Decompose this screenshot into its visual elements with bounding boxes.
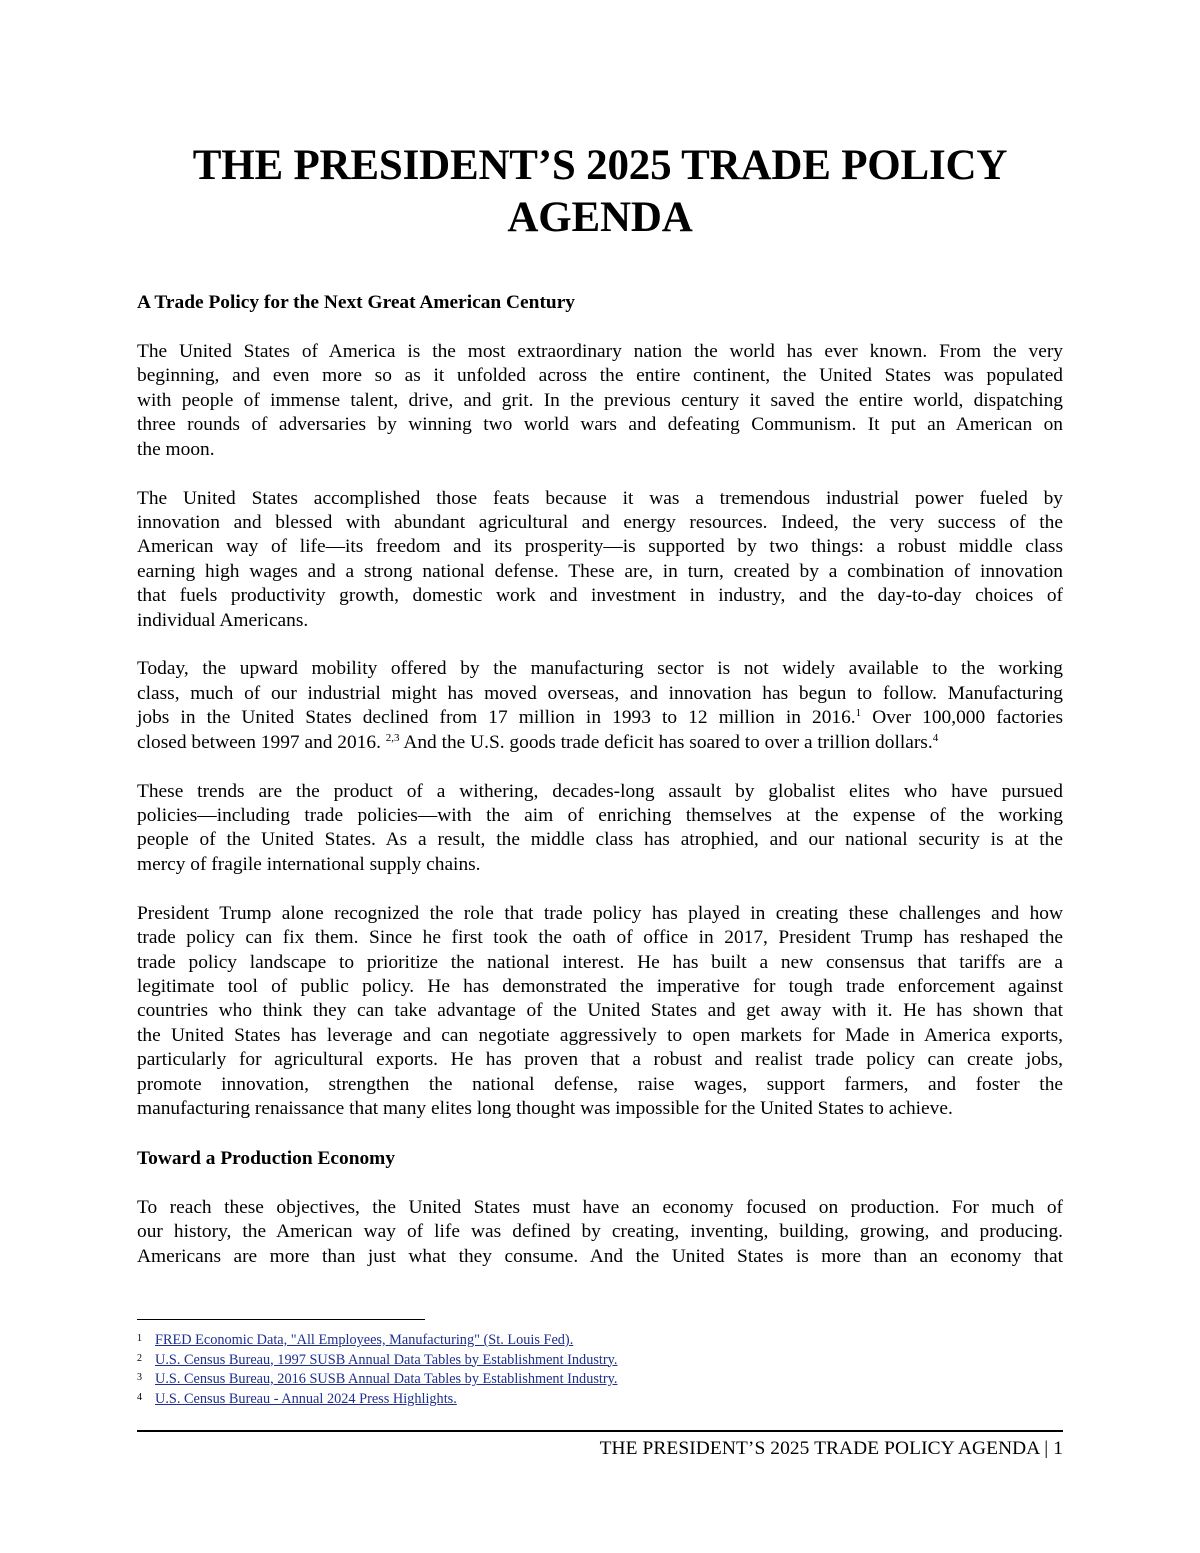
text-line — [137, 731, 1063, 755]
paragraph-6 — [137, 1196, 1063, 1269]
text-line: To reach these objectives, the United States must have an economy focused on production. For much of — [137, 1196, 1063, 1218]
text-line: particularly for agricultural exports. He has proven that a robust and realist trade policy can create jobs, — [137, 1049, 1063, 1071]
text-line: President Trump alone recognized the role that trade policy has played in creating these challenges and how — [137, 902, 1063, 924]
footnote-ref-2-3[interactable]: 2,3 — [385, 731, 400, 744]
footnote-4 — [137, 1390, 1063, 1410]
page-footer: THE PRESIDENT’S 2025 TRADE POLICY AGENDA | 1 — [599, 1438, 1063, 1459]
text-line: The United States of America is the most extraordinary nation the world has ever known. From the very — [137, 341, 1063, 362]
paragraph-5 — [137, 902, 1063, 1122]
text-segment: closed between 1997 and 2016. — [137, 731, 386, 753]
footnote-number: 4 — [137, 1391, 142, 1403]
footnote-2 — [137, 1351, 1063, 1371]
document-body — [137, 290, 1063, 1294]
document-title — [137, 140, 1063, 244]
text-line: earning high wages and a strong national defense. These are, in turn, created by a combination of innovation — [137, 560, 1063, 582]
footnote-link[interactable]: U.S. Census Bureau - Annual 2024 Press Highlights. — [155, 1390, 457, 1407]
paragraph-3 — [137, 657, 1063, 755]
footnote-number: 1 — [137, 1333, 142, 1344]
text-line: trade policy landscape to prioritize the national interest. He has built a new consensus that tariffs are a — [137, 951, 1063, 973]
text-line: three rounds of adversaries by winning two world wars and defeating Communism. It put an American on — [137, 414, 1063, 436]
footnote-3 — [137, 1370, 1063, 1390]
text-line: trade policy can fix them. Since he first took the oath of office in 2017, President Trump has reshaped the — [137, 927, 1063, 949]
paragraph-2 — [137, 487, 1063, 633]
footnote-1 — [137, 1331, 1063, 1351]
text-line: mercy of fragile international supply chains. — [137, 853, 481, 875]
text-line: legitimate tool of public policy. He has demonstrated the imperative for tough trade enforcement against — [137, 975, 1063, 997]
footnote-ref-1[interactable]: 1 — [855, 707, 862, 720]
text-line: beginning, and even more so as it unfolded across the entire continent, the United States was populated — [137, 365, 1063, 387]
text-line: with people of immense talent, drive, and grit. In the previous century it saved the entire world, dispatching — [137, 389, 1063, 411]
text-segment: jobs in the United States declined from 17 million in 1993 to 12 million in 2016. — [137, 707, 856, 729]
paragraph-4 — [137, 780, 1063, 878]
text-line: our history, the American way of life was defined by creating, inventing, building, growing, and producing. — [137, 1221, 1063, 1243]
footnote-link[interactable]: FRED Economic Data, "All Employees, Manufacturing" (St. Louis Fed). — [155, 1332, 574, 1348]
text-line: the United States has leverage and can negotiate aggressively to open markets for Made in America exports, — [137, 1024, 1063, 1046]
text-line: American way of life—its freedom and its prosperity—is supported by two things: a robust middle class — [137, 536, 1063, 558]
text-line: the moon. — [137, 438, 215, 460]
text-line: innovation and blessed with abundant agricultural and energy resources. Indeed, the very success of the — [137, 511, 1063, 533]
footnote-separator — [137, 1319, 425, 1320]
text-line: countries who think they can take advantage of the United States and get away with it. He has shown that — [137, 1000, 1063, 1022]
text-segment: Over 100,000 factories — [861, 707, 1064, 729]
text-line: Americans are more than just what they consume. And the United States is more than an economy that — [137, 1245, 1063, 1267]
footnote-number: 2 — [137, 1352, 142, 1364]
text-line: promote innovation, strengthen the national defense, raise wages, support farmers, and foster the — [137, 1073, 1063, 1095]
text-line — [137, 706, 1063, 730]
text-line: that fuels productivity growth, domestic work and investment in industry, and the day-to-day choices of — [137, 585, 1063, 607]
footnote-ref-4[interactable]: 4 — [932, 731, 939, 744]
text-line: individual Americans. — [137, 609, 309, 631]
footer-rule — [137, 1430, 1063, 1432]
text-line: manufacturing renaissance that many elites long thought was impossible for the United States to achieve. — [137, 1097, 953, 1119]
text-line: policies—including trade policies—with the aim of enriching themselves at the expense of the working — [137, 805, 1063, 826]
footnote-link[interactable]: U.S. Census Bureau, 1997 SUSB Annual Data Tables by Establishment Industry. — [155, 1351, 618, 1368]
section-heading-trade-policy: A Trade Policy for the Next Great American Century — [137, 292, 575, 313]
text-line: class, much of our industrial might has moved overseas, and innovation has begun to follow. Manufacturing — [137, 682, 1063, 704]
text-line: people of the United States. As a result, the middle class has atrophied, and our national security is at the — [137, 829, 1063, 851]
paragraph-1 — [137, 340, 1063, 462]
title-line-1: THE PRESIDENT’S 2025 TRADE POLICY — [192, 142, 1008, 189]
footnotes — [137, 1331, 1063, 1409]
text-segment: And the U.S. goods trade deficit has soared to over a trillion dollars. — [399, 731, 933, 753]
footnote-number: 3 — [137, 1372, 142, 1383]
section-heading-production-economy: Toward a Production Economy — [137, 1147, 396, 1169]
title-line-2: AGENDA — [507, 194, 693, 241]
text-line: The United States accomplished those feats because it was a tremendous industrial power fueled by — [137, 487, 1063, 509]
text-line: These trends are the product of a withering, decades-long assault by globalist elites who have pursued — [137, 780, 1063, 802]
footnote-link[interactable]: U.S. Census Bureau, 2016 SUSB Annual Data Tables by Establishment Industry. — [155, 1371, 618, 1387]
text-line: Today, the upward mobility offered by the manufacturing sector is not widely available to the working — [137, 658, 1063, 680]
